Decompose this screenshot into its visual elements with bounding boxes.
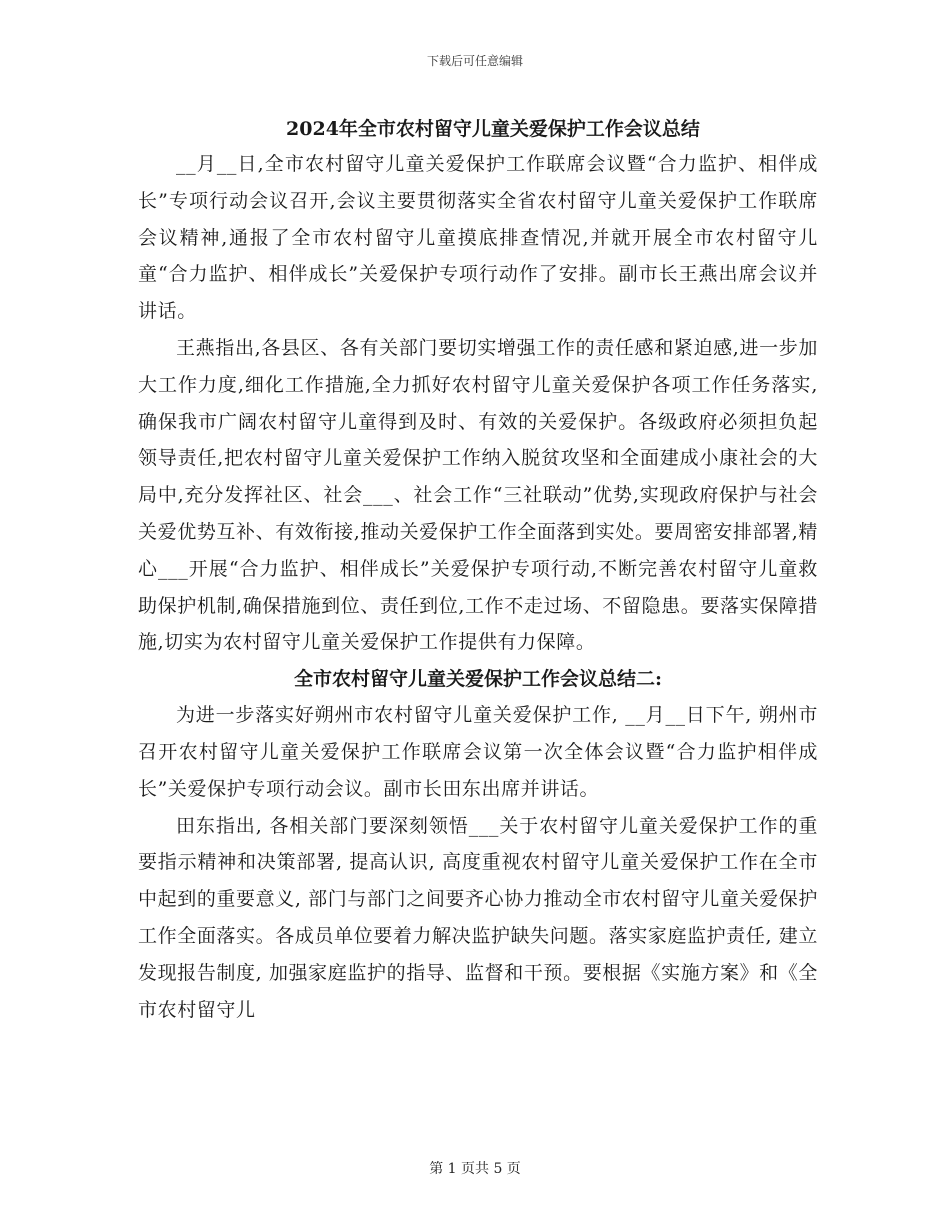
document-body (138, 112, 818, 1028)
document-title: 2024年全市农村留守儿童关爱保护工作会议总结 (286, 118, 700, 140)
paragraph-1: __月__日,全市农村留守儿童关爱保护工作联席会议暨“合力监护、相伴成长”专项行动会议召开,会议主要贯彻落实全省农村留守儿童关爱保护工作联席会议精神,通报了全市农村留守儿童摸底排查情况,并就开展全市农村留守儿童“合力监护、相伴成长”关爱保护专项行动作了安排。副市长王燕出席会议并讲话。 (138, 153, 818, 323)
page-header-note: 下载后可任意编辑 (426, 54, 523, 68)
paragraph-2: 王燕指出,各县区、各有关部门要切实增强工作的责任感和紧迫感,进一步加大工作力度,细化工作措施,全力抓好农村留守儿童关爱保护各项工作任务落实,确保我市广阔农村留守儿童得到及时、有效的关爱保护。各级政府必须担负起领导责任,把农村留守儿童关爱保护工作纳入脱贫攻坚和全面建成小康社会的大局中,充分发挥社区、社会___、社会工作“三社联动”优势,实现政府保护与社会关爱优势互补、有效衔接,推动关爱保护工作全面落到实处。要周密安排部署,精心___开展“合力监护、相伴成长”关爱保护专项行动,不断完善农村留守儿童救助保护机制,确保措施到位、责任到位,工作不走过场、不留隐患。要落实保障措施,切实为农村留守儿童关爱保护工作提供有力保障。 (138, 336, 818, 654)
section-2-title: 全市农村留守儿童关爱保护工作会议总结二: (293, 668, 662, 691)
section-2-paragraph-1: 为进一步落实好朔州市农村留守儿童关爱保护工作, __月__日下午, 朔州市召开农村留守儿童关爱保护工作联席会议第一次全体会议暨“合力监护相伴成长”关爱保护专项行动会议。副市长田东出席并讲话。 (138, 704, 818, 800)
section-2-paragraph-2: 田东指出, 各相关部门要深刻领悟___关于农村留守儿童关爱保护工作的重要指示精神和决策部署, 提高认识, 高度重视农村留守儿童关爱保护工作在全市中起到的重要意义, 部门与部门之间要齐心协力推动全市农村留守儿童关爱保护工作全面落实。各成员单位要着力解决监护缺失问题。落实家庭监护责任, 建立发现报告制度, 加强家庭监护的指导、监督和干预。要根据《实施方案》和《全市农村留守儿 (138, 814, 818, 1021)
page-number: 第 1 页共 5 页 (429, 1161, 521, 1177)
